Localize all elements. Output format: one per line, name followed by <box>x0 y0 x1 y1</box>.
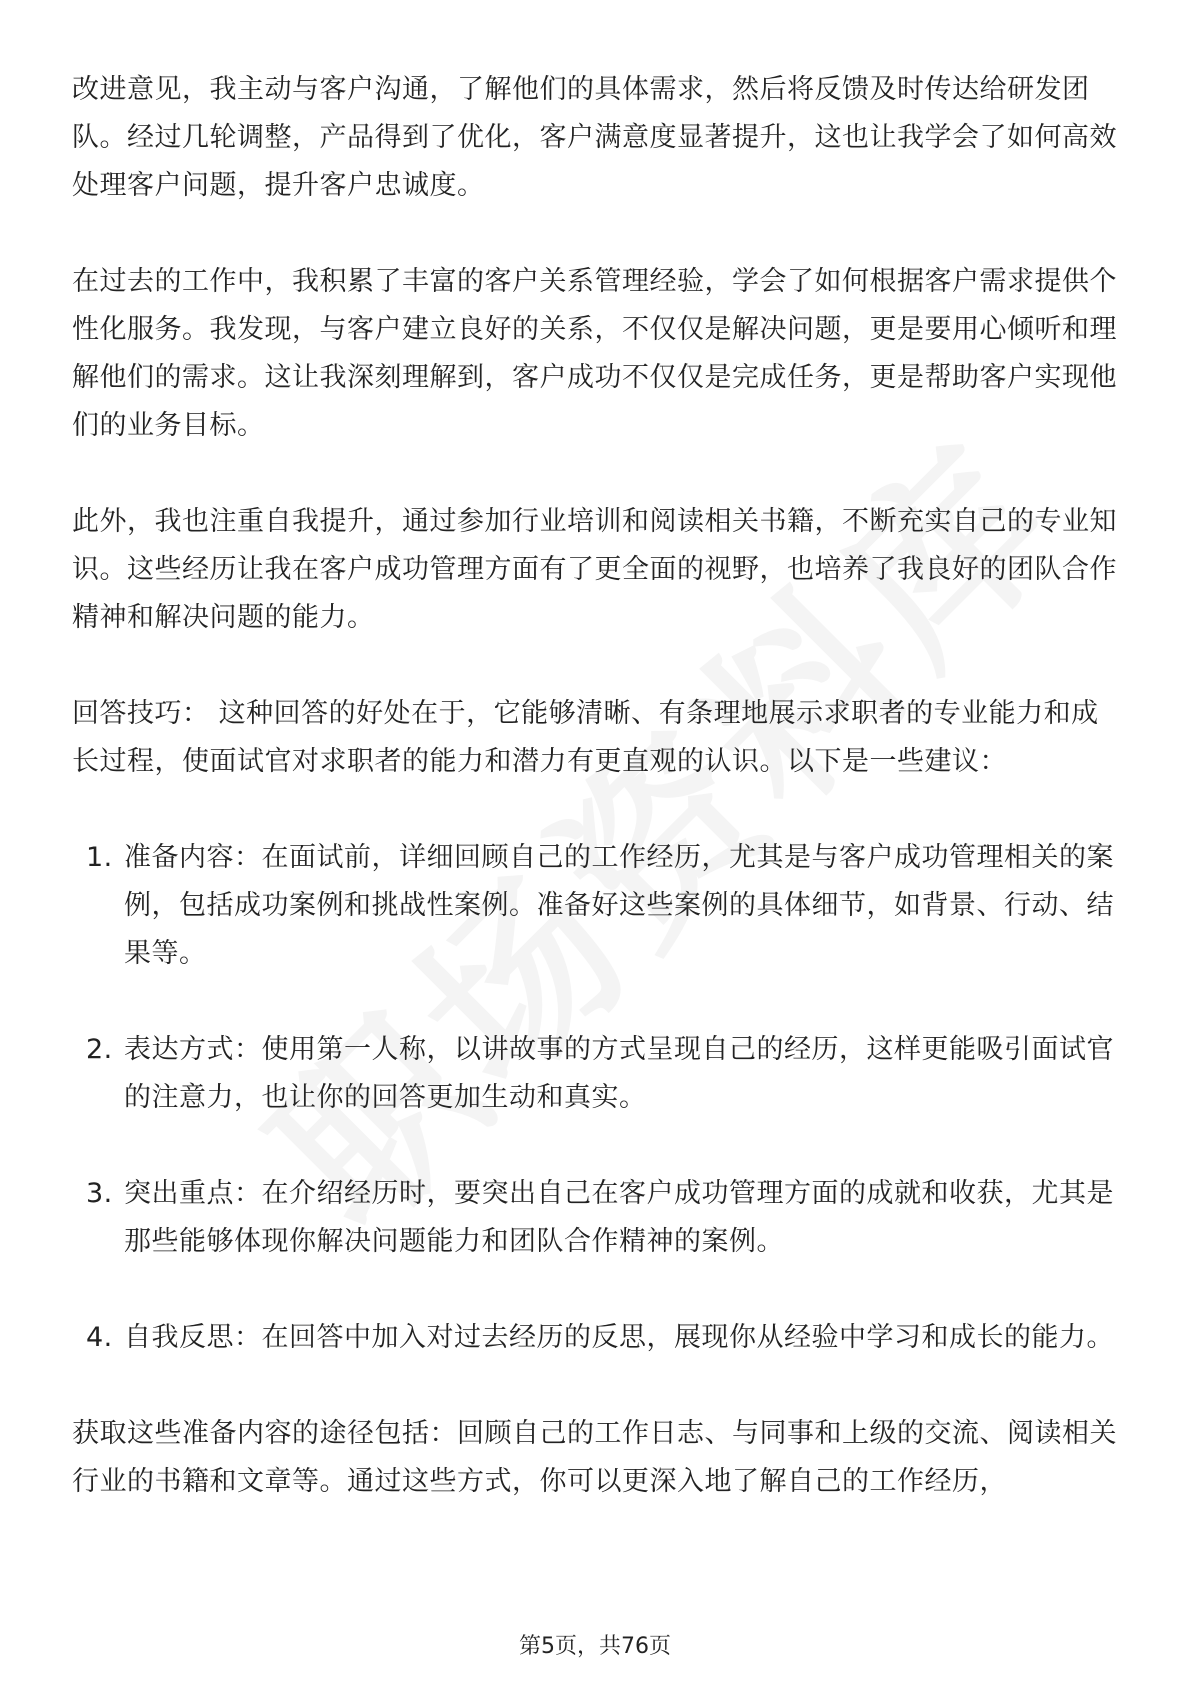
closing-paragraph: 获取这些准备内容的途径包括：回顾自己的工作日志、与同事和上级的交流、阅读相关行业的书籍和文章等。通过这些方式，你可以更深入地了解自己的工作经历， <box>72 1418 1117 1497</box>
paragraph-3: 此外，我也注重自我提升，通过参加行业培训和阅读相关书籍，不断充实自己的专业知识。这些经历让我在客户成功管理方面有了更全面的视野，也培养了我良好的团队合作精神和解决问题的能力。 <box>72 506 1117 633</box>
list-item-text: 突出重点：在介绍经历时，要突出自己在客户成功管理方面的成就和收获，尤其是那些能够体现你解决问题能力和团队合作精神的案例。 <box>124 1178 1114 1257</box>
list-item-text: 准备内容：在面试前，详细回顾自己的工作经历，尤其是与客户成功管理相关的案例，包括成功案例和挑战性案例。准备好这些案例的具体细节，如背景、行动、结果等。 <box>124 842 1114 969</box>
list-item <box>72 1170 1122 1266</box>
list-item-number: 1. <box>86 842 113 873</box>
paragraph-2: 在过去的工作中，我积累了丰富的客户关系管理经验，学会了如何根据客户需求提供个性化服务。我发现，与客户建立良好的关系，不仅仅是解决问题，更是要用心倾听和理解他们的需求。这让我深刻理解到，客户成功不仅仅是完成任务，更是帮助客户实现他们的业务目标。 <box>72 266 1117 441</box>
answer-tips-paragraph: 回答技巧： 这种回答的好处在于，它能够清晰、有条理地展示求职者的专业能力和成长过程，使面试官对求职者的能力和潜力有更直观的认识。以下是一些建议： <box>72 698 1099 777</box>
list-item-number: 3. <box>86 1178 113 1209</box>
list-item-number: 2. <box>86 1034 113 1065</box>
list-item <box>72 834 1122 978</box>
list-item <box>72 1314 1122 1362</box>
document-page <box>72 66 1122 1554</box>
tips-list <box>72 834 1122 1362</box>
list-item-text: 表达方式：使用第一人称，以讲故事的方式呈现自己的经历，这样更能吸引面试官的注意力，也让你的回答更加生动和真实。 <box>124 1034 1114 1113</box>
page-number-footer: 第5页，共76页 <box>519 1634 671 1659</box>
list-item-text: 自我反思：在回答中加入对过去经历的反思，展现你从经验中学习和成长的能力。 <box>124 1322 1114 1353</box>
list-item-number: 4. <box>86 1322 113 1353</box>
list-item <box>72 1026 1122 1122</box>
paragraph-1: 改进意见，我主动与客户沟通，了解他们的具体需求，然后将反馈及时传达给研发团队。经过几轮调整，产品得到了优化，客户满意度显著提升，这也让我学会了如何高效处理客户问题，提升客户忠诚度。 <box>72 74 1117 201</box>
